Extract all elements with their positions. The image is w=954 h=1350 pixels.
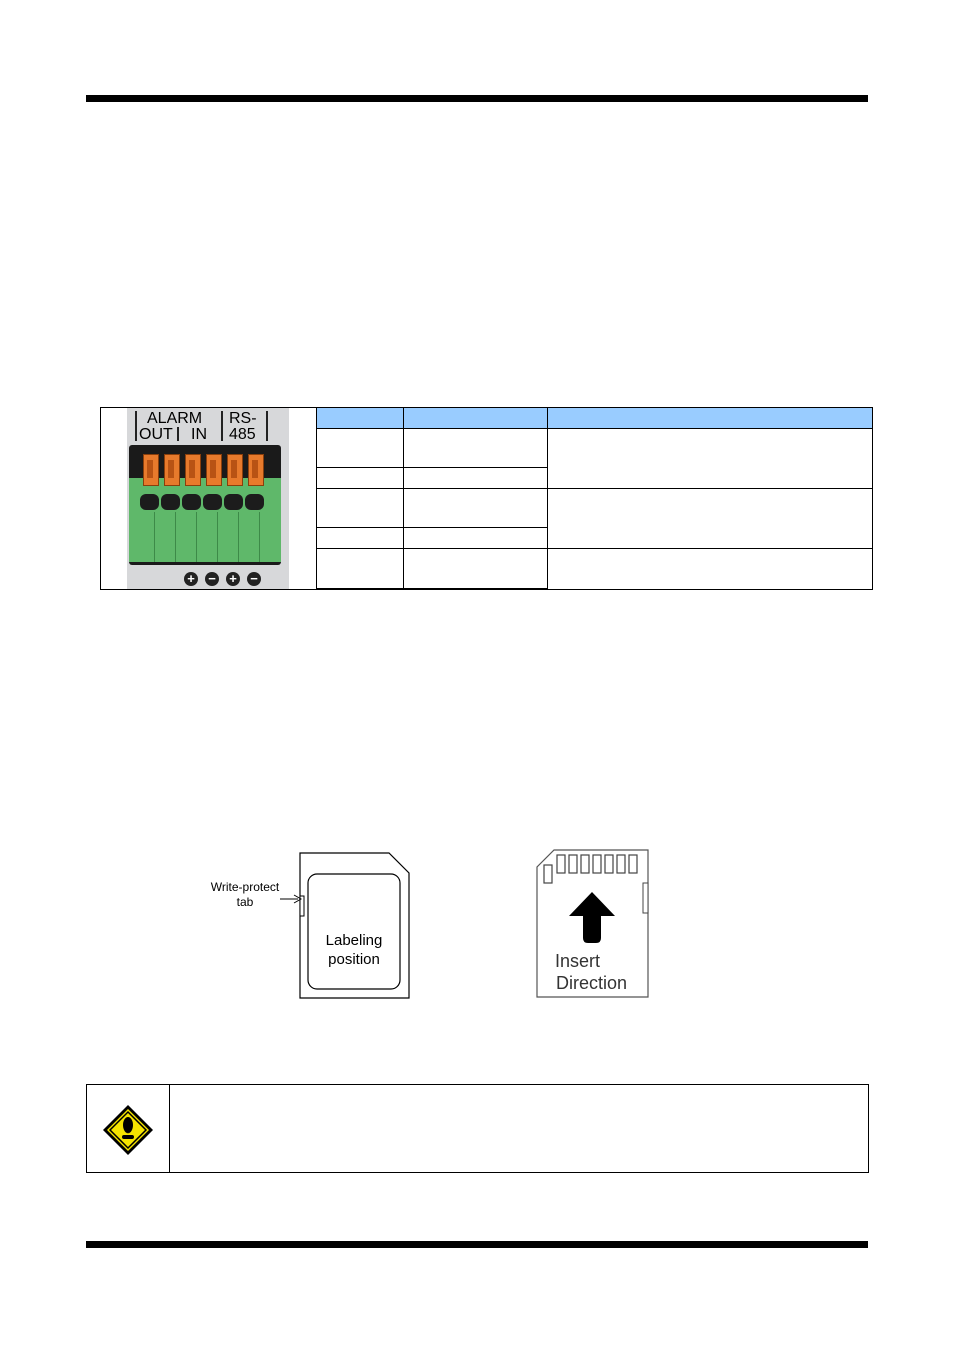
label-alarm: ALARM xyxy=(147,410,203,427)
column-header-description xyxy=(548,408,873,429)
connector-image-cell xyxy=(101,408,317,590)
terminal-clip xyxy=(164,454,180,486)
terminal-groove xyxy=(238,512,239,562)
cell-pin xyxy=(317,528,404,549)
cell-description xyxy=(548,429,873,489)
cell-pin xyxy=(317,589,404,590)
terminal-clip xyxy=(185,454,201,486)
insert-direction-label xyxy=(555,950,627,994)
labeling-line2: position xyxy=(328,951,380,968)
header-rule xyxy=(86,95,868,102)
cell-description xyxy=(548,488,873,549)
label-bar xyxy=(221,411,223,441)
wire-slot xyxy=(182,494,201,510)
plus-icon: + xyxy=(226,572,240,586)
caution-icon xyxy=(101,1103,155,1157)
cell-name xyxy=(404,549,548,589)
terminal-groove xyxy=(259,512,260,562)
terminal-clip xyxy=(227,454,243,486)
column-header-pin xyxy=(317,408,404,429)
cell-name xyxy=(404,429,548,468)
footer-rule xyxy=(86,1241,868,1248)
label-in: IN xyxy=(191,426,207,443)
write-protect-line1: Write-protect xyxy=(210,880,280,894)
label-bar xyxy=(266,411,268,441)
terminal-clip xyxy=(248,454,264,486)
column-header-name xyxy=(404,408,548,429)
label-out: OUT xyxy=(139,426,173,443)
label-485: 485 xyxy=(229,426,256,443)
insert-line1: Insert xyxy=(555,951,601,971)
cell-pin xyxy=(317,467,404,488)
terminal-groove xyxy=(196,512,197,562)
terminal-block-image xyxy=(127,408,289,589)
cell-name xyxy=(404,488,548,528)
write-protect-label xyxy=(200,880,290,910)
connector-pin-table xyxy=(100,407,873,590)
labeling-line1: Labeling xyxy=(325,932,383,949)
caution-box xyxy=(86,1084,869,1173)
minus-icon: − xyxy=(247,572,261,586)
label-bar xyxy=(135,411,137,441)
wire-slot xyxy=(203,494,222,510)
cell-pin xyxy=(317,488,404,528)
terminal-clip xyxy=(206,454,222,486)
terminal-groove xyxy=(217,512,218,562)
table-header-row xyxy=(101,408,873,429)
cell-pin xyxy=(317,429,404,468)
label-bar xyxy=(177,427,179,441)
terminal-clip xyxy=(143,454,159,486)
plus-icon: + xyxy=(184,572,198,586)
terminal-groove xyxy=(154,512,155,562)
cell-name xyxy=(404,589,548,590)
cell-description xyxy=(548,549,873,590)
label-rs: RS- xyxy=(229,410,257,427)
sd-card-label-side xyxy=(299,852,410,999)
wire-slot xyxy=(140,494,159,510)
write-protect-line2: tab xyxy=(236,895,254,909)
cell-pin xyxy=(317,549,404,589)
minus-icon: − xyxy=(205,572,219,586)
wire-slot xyxy=(224,494,243,510)
wire-slot xyxy=(161,494,180,510)
wire-slot xyxy=(245,494,264,510)
insert-line2: Direction xyxy=(556,973,628,993)
terminal-groove xyxy=(175,512,176,562)
cell-name xyxy=(404,528,548,549)
labeling-position-label xyxy=(310,931,398,969)
cell-name xyxy=(404,467,548,488)
caution-divider xyxy=(169,1085,170,1172)
up-arrow-icon xyxy=(568,892,616,944)
